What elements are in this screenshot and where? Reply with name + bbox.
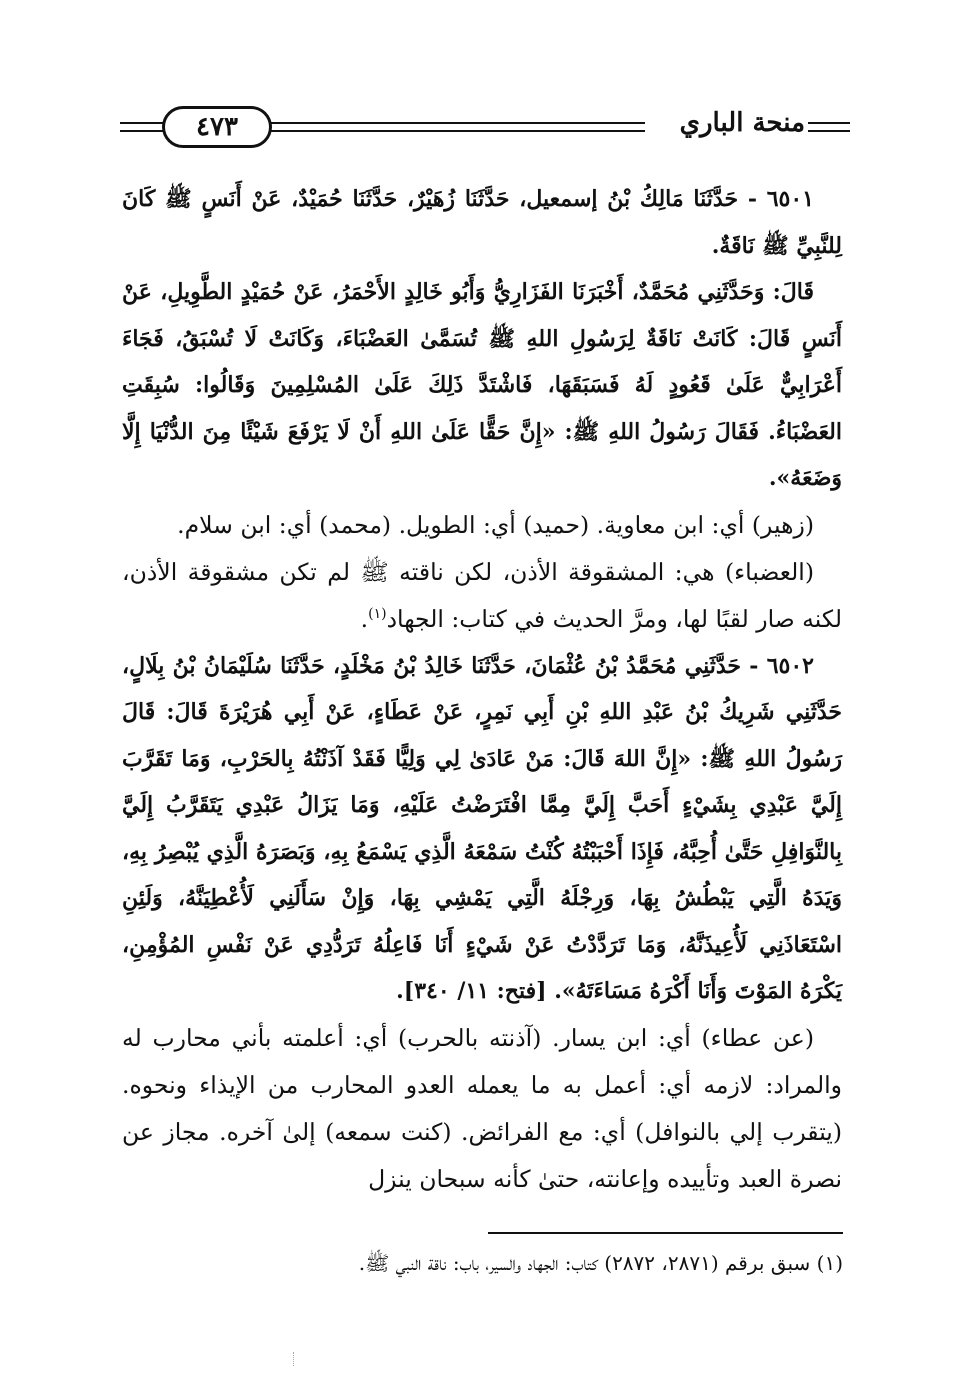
hadith-text: قَالَ: وَحَدَّثَنِي مُحَمَّدٌ، أَخْبَرَنَا الفَزَارِيُّ وَأَبُو خَالِدٍ الأَحْمَرُ، عَنْ حُمَيْدٍ الطَّوِيلِ، عَنْ أَنَسٍ قَالَ: كَانَتْ نَاقَةٌ لِرَسُولِ اللهِ ﷺ تُسَمَّىٰ العَضْبَاءَ، وَكَانَتْ لَا تُسْبَقُ، فَجَاءَ أَعْرَابِيٌّ عَلَىٰ قَعُودٍ لَهُ فَسَبَقَهَا، فَاشْتَدَّ ذَلِكَ عَلَىٰ المُسْلِمِينَ وَقَالُوا: سُبِقَتِ العَضْبَاءُ. فَقَالَ رَسُولُ اللهِ ﷺ: «إِنَّ حَقًّا عَلَىٰ اللهِ أَنْ لَا يَرْفَعَ شَيْئًا مِنَ الدُّنْيَا إِلَّا وَضَعَهُ». xyxy=(122,279,842,491)
commentary-adba xyxy=(122,549,842,643)
footnote-text: (١) سبق برقم (٢٨٧١، ٢٨٧٢) كتاب: الجهاد والسير، باب: ناقة النبي ﷺ. xyxy=(358,1251,843,1275)
header-rule-right-top xyxy=(808,122,850,124)
commentary-narrators xyxy=(122,502,842,549)
hadith-text: ٦٥٠٢ - حَدَّثَنِي مُحَمَّدُ بْنُ عُثْمَانَ، حَدَّثَنَا خَالِدُ بْنُ مَخْلَدٍ، حَدَّثَنَا سُلَيْمَانُ بْنُ بِلَالٍ، حَدَّثَنِي شَرِيكُ بْنُ عَبْدِ اللهِ بْنِ أَبِي نَمِرٍ، عَنْ عَطَاءٍ، عَنْ أَبِي هُرَيْرَةَ قَالَ: قَالَ رَسُولُ اللهِ ﷺ: «إِنَّ اللهَ قَالَ: مَنْ عَادَىٰ لِي وَلِيًّا فَقَدْ آذَنْتُهُ بِالحَرْبِ، وَمَا تَقَرَّبَ إِلَيَّ عَبْدِي بِشَيْءٍ أَحَبَّ إِلَيَّ مِمَّا افْتَرَضْتُ عَلَيْهِ، وَمَا يَزَالُ عَبْدِي يَتَقَرَّبُ إِلَيَّ بِالنَّوَافِلِ حَتَّىٰ أُحِبَّهُ، فَإِذَا أَحْبَبْتُهُ كُنْتُ سَمْعَهُ الَّذِي يَسْمَعُ بِهِ، وَبَصَرَهُ الَّذِي يُبْصِرُ بِهِ، وَيَدَهُ الَّتِي يَبْطُشُ بِهَا، وَرِجْلَهُ الَّتِي يَمْشِي بِهَا، وَإِنْ سَأَلَنِي لَأُعْطِيَنَّهُ، وَلَئِنِ اسْتَعَاذَنِي لَأُعِيذَنَّهُ، وَمَا تَرَدَّدْتُ عَنْ شَيْءٍ أَنَا فَاعِلُهُ تَرَدُّدِي عَنْ نَفْسِ المُؤْمِنِ، يَكْرَهُ المَوْتَ وَأَنَا أَكْرَهُ مَسَاءَتَهُ». [فتح: ١١/ ٣٤٠]. xyxy=(122,652,842,1004)
header-rule-middle-bottom xyxy=(270,130,645,132)
hadith-6501-text xyxy=(122,269,842,502)
header-rule-left-top xyxy=(120,122,164,124)
commentary-text: (زهير) أي: ابن معاوية. (حميد) أي: الطويل. (محمد) أي: ابن سلام. xyxy=(177,510,814,539)
commentary-text: (العضباء) هي: المشقوقة الأذن، لكن ناقته ﷺ لم تكن مشقوقة الأذن، لكنه صار لقبًا لها، ومرَّ الحديث في كتاب: الجهاد xyxy=(122,557,842,633)
hadith-text: ٦٥٠١ - حَدَّثَنَا مَالِكُ بْنُ إسمعيل، حَدَّثَنَا زُهَيْرٌ، حَدَّثَنَا حُمَيْدٌ، عَنْ أَنَسٍ ﷺ كَانَ لِلنَّبِيِّ ﷺ نَاقَةٌ. xyxy=(122,186,842,259)
header-rule-middle-top xyxy=(270,122,645,124)
page-header xyxy=(120,100,850,160)
header-rule-right-bottom xyxy=(808,130,850,132)
scan-speck xyxy=(293,1352,296,1366)
page-number: ٤٧٣ xyxy=(196,112,238,142)
hadith-6501-intro xyxy=(122,176,842,269)
commentary-text: (عن عطاء) أي: ابن يسار. (آذنته بالحرب) أي: أعلمته بأني محارب له والمراد: لازمه أي: أعمل به ما يعمله العدو المحارب من الإيذاء ونحوه. (يتقرب إلي بالنوافل) أي: مع الفرائض. (كنت سمعه) إلىٰ آخره. مجاز عن نصرة العبد وتأييده وإعانته، حتىٰ كأنه سبحان ينزل xyxy=(122,1023,842,1193)
page-number-badge xyxy=(162,106,272,148)
hadith-6502-text xyxy=(122,643,842,1015)
running-title: منحة الباري xyxy=(679,108,805,138)
footnote xyxy=(123,1248,843,1278)
header-rule-left-bottom xyxy=(120,130,164,132)
commentary-tail: . xyxy=(360,604,369,633)
footnote-separator xyxy=(488,1232,843,1234)
commentary-ata xyxy=(122,1015,842,1203)
footnote-reference[interactable]: (١) xyxy=(368,605,387,622)
page-body xyxy=(122,176,842,1203)
